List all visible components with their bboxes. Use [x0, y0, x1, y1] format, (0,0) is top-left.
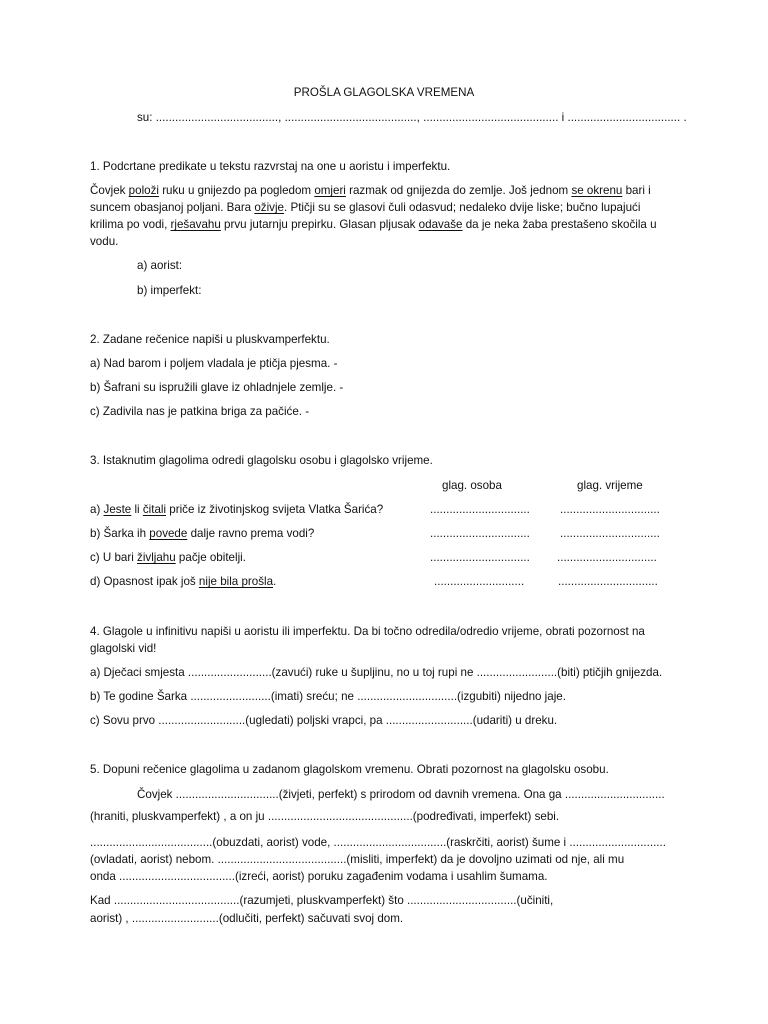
task3-row-c: c) U bari življahu pačje obitelji.	[90, 551, 246, 564]
intro-end: .	[683, 111, 687, 124]
task5-line-7: aorist) , ...........................(odlučiti, perfekt) sačuvati svoj dom.	[90, 912, 404, 925]
task3-heading: 3. Istaknutim glagolima odredi glagolsku osobu i glagolsko vrijeme.	[90, 454, 433, 467]
underlined-verb: odavaše	[418, 218, 463, 231]
task4-sentence-b: b) Te godine Šarka .........................(imati) sreću; ne ...............................(izgubiti) nijedno jaje.	[90, 690, 566, 703]
task1-text-line-1: Čovjek položi ruku u gnijezdo pa pogledom omjeri razmak od gnijezda do zemlje. Još jednom se okrenu bari i	[90, 184, 651, 197]
task1-answer-aorist: a) aorist:	[137, 259, 183, 272]
intro-comma-1: ,	[278, 111, 282, 124]
intro-blank-4: ...................................	[567, 111, 681, 124]
task4-sentence-c: c) Sovu prvo ...........................(ugledati) poljski vrapci, pa ...........................(udariti) u dreku.	[90, 714, 558, 727]
task5-line-6: Kad .......................................(razumjeti, pluskvamperfekt) što ..................................(učiniti,	[90, 894, 554, 907]
intro-blank-3: ..........................................	[423, 111, 559, 124]
task3-col-vrijeme: glag. vrijeme	[577, 479, 643, 492]
page-title: PROŠLA GLAGOLSKA VREMENA	[293, 86, 475, 99]
task5-line-4: (ovladati, aorist) nebom. ........................................(misliti, imperfekt) da je dovoljno uzimati od nje, ali mu	[90, 853, 625, 866]
task2-sentence-b: b) Šafrani su ispružili glave iz ohladnjele zemlje. -	[90, 381, 344, 394]
task1-heading: 1. Podcrtane predikate u tekstu razvrstaj na one u aoristu i imperfektu.	[90, 160, 451, 173]
task5-line-2: (hraniti, pluskvamperfekt) , a on ju .............................................(podređivati, imperfekt) sebi.	[90, 810, 560, 823]
task3-row-b: b) Šarka ih povede dalje ravno prema vodi?	[90, 527, 315, 540]
task2-sentence-a: a) Nad barom i poljem vladala je ptičja pjesma. -	[90, 357, 338, 370]
underlined-verb: življahu	[137, 551, 176, 564]
task1-answer-imperfekt: b) imperfekt:	[137, 284, 202, 297]
task3-row-a-osoba-blank: ...............................	[430, 503, 530, 516]
task5-heading: 5. Dopuni rečenice glagolima u zadanom glagolskom vremenu. Obrati pozornost na glagolsku osobu.	[90, 763, 609, 776]
underlined-verb: oživje	[254, 201, 285, 214]
underlined-verb: Jeste	[103, 503, 132, 516]
task2-sentence-c: c) Zadivila nas je patkina briga za pačiće. -	[90, 405, 310, 418]
intro-line	[137, 111, 687, 125]
underlined-verb: se okrenu	[571, 184, 623, 197]
task1-text-line-3: krilima po vodi, rješavahu prvu jutarnju prepirku. Glasan pljusak odavaše da je neka žaba prestašeno skočila u	[90, 218, 657, 231]
task4-heading-line-2: glagolski vid!	[90, 642, 157, 655]
task5-line-1: Čovjek ................................(živjeti, perfekt) s prirodom od davnih vremena. Ona ga ...............................	[137, 788, 665, 801]
task1-text-line-2: suncem obasjanoj poljani. Bara oživje. Ptičji su se glasovi čuli odasvud; nedaleko dvije liske; bučno lupajući	[90, 201, 641, 214]
task3-row-c-vrijeme-blank: ...............................	[557, 551, 657, 564]
task3-col-osoba: glag. osoba	[442, 479, 502, 492]
task3-row-b-osoba-blank: ...............................	[430, 527, 530, 540]
intro-blank-2: .........................................	[284, 111, 417, 124]
underlined-verb: povede	[149, 527, 188, 540]
underlined-verb: položi	[128, 184, 159, 197]
underlined-verb: rješavahu	[170, 218, 221, 231]
task3-row-d-osoba-blank: ............................	[434, 575, 525, 588]
task1-text-line-4: vodu.	[90, 235, 119, 248]
intro-blank-1: ......................................	[155, 111, 279, 124]
task4-sentence-a: a) Dječaci smjesta ..........................(zavući) ruke u šupljinu, no u toj rupi ne .........................(biti) ptičjih gnijezda.	[90, 666, 663, 679]
task3-row-a: a) Jeste li čitali priče iz životinjskog svijeta Vlatka Šarića?	[90, 503, 384, 516]
task2-heading: 2. Zadane rečenice napiši u pluskvamperfektu.	[90, 333, 330, 346]
task4-heading-line-1: 4. Glagole u infinitivu napiši u aoristu ili imperfektu. Da bi točno odredila/odredio vrijeme, obrati pozornost na	[90, 625, 645, 638]
task3-row-b-vrijeme-blank: ...............................	[560, 527, 660, 540]
task3-row-a-vrijeme-blank: ...............................	[560, 503, 660, 516]
underlined-verb: nije bila prošla	[198, 575, 274, 588]
task3-row-d: d) Opasnost ipak još nije bila prošla.	[90, 575, 277, 588]
task3-row-c-osoba-blank: ...............................	[430, 551, 530, 564]
task5-line-5: onda ....................................(izreći, aorist) poruku zagađenim vodama i usahlim šumama.	[90, 870, 548, 883]
intro-conj: i	[561, 111, 565, 124]
underlined-verb: omjeri	[314, 184, 346, 197]
task3-row-d-vrijeme-blank: ...............................	[558, 575, 658, 588]
underlined-verb: čitali	[142, 503, 167, 516]
intro-label: su:	[137, 111, 153, 124]
intro-comma-2: ,	[416, 111, 420, 124]
task5-line-3: ......................................(obuzdati, aorist) vode, ...................................(raskrčiti, aorist) šume i ..............................	[90, 836, 666, 849]
